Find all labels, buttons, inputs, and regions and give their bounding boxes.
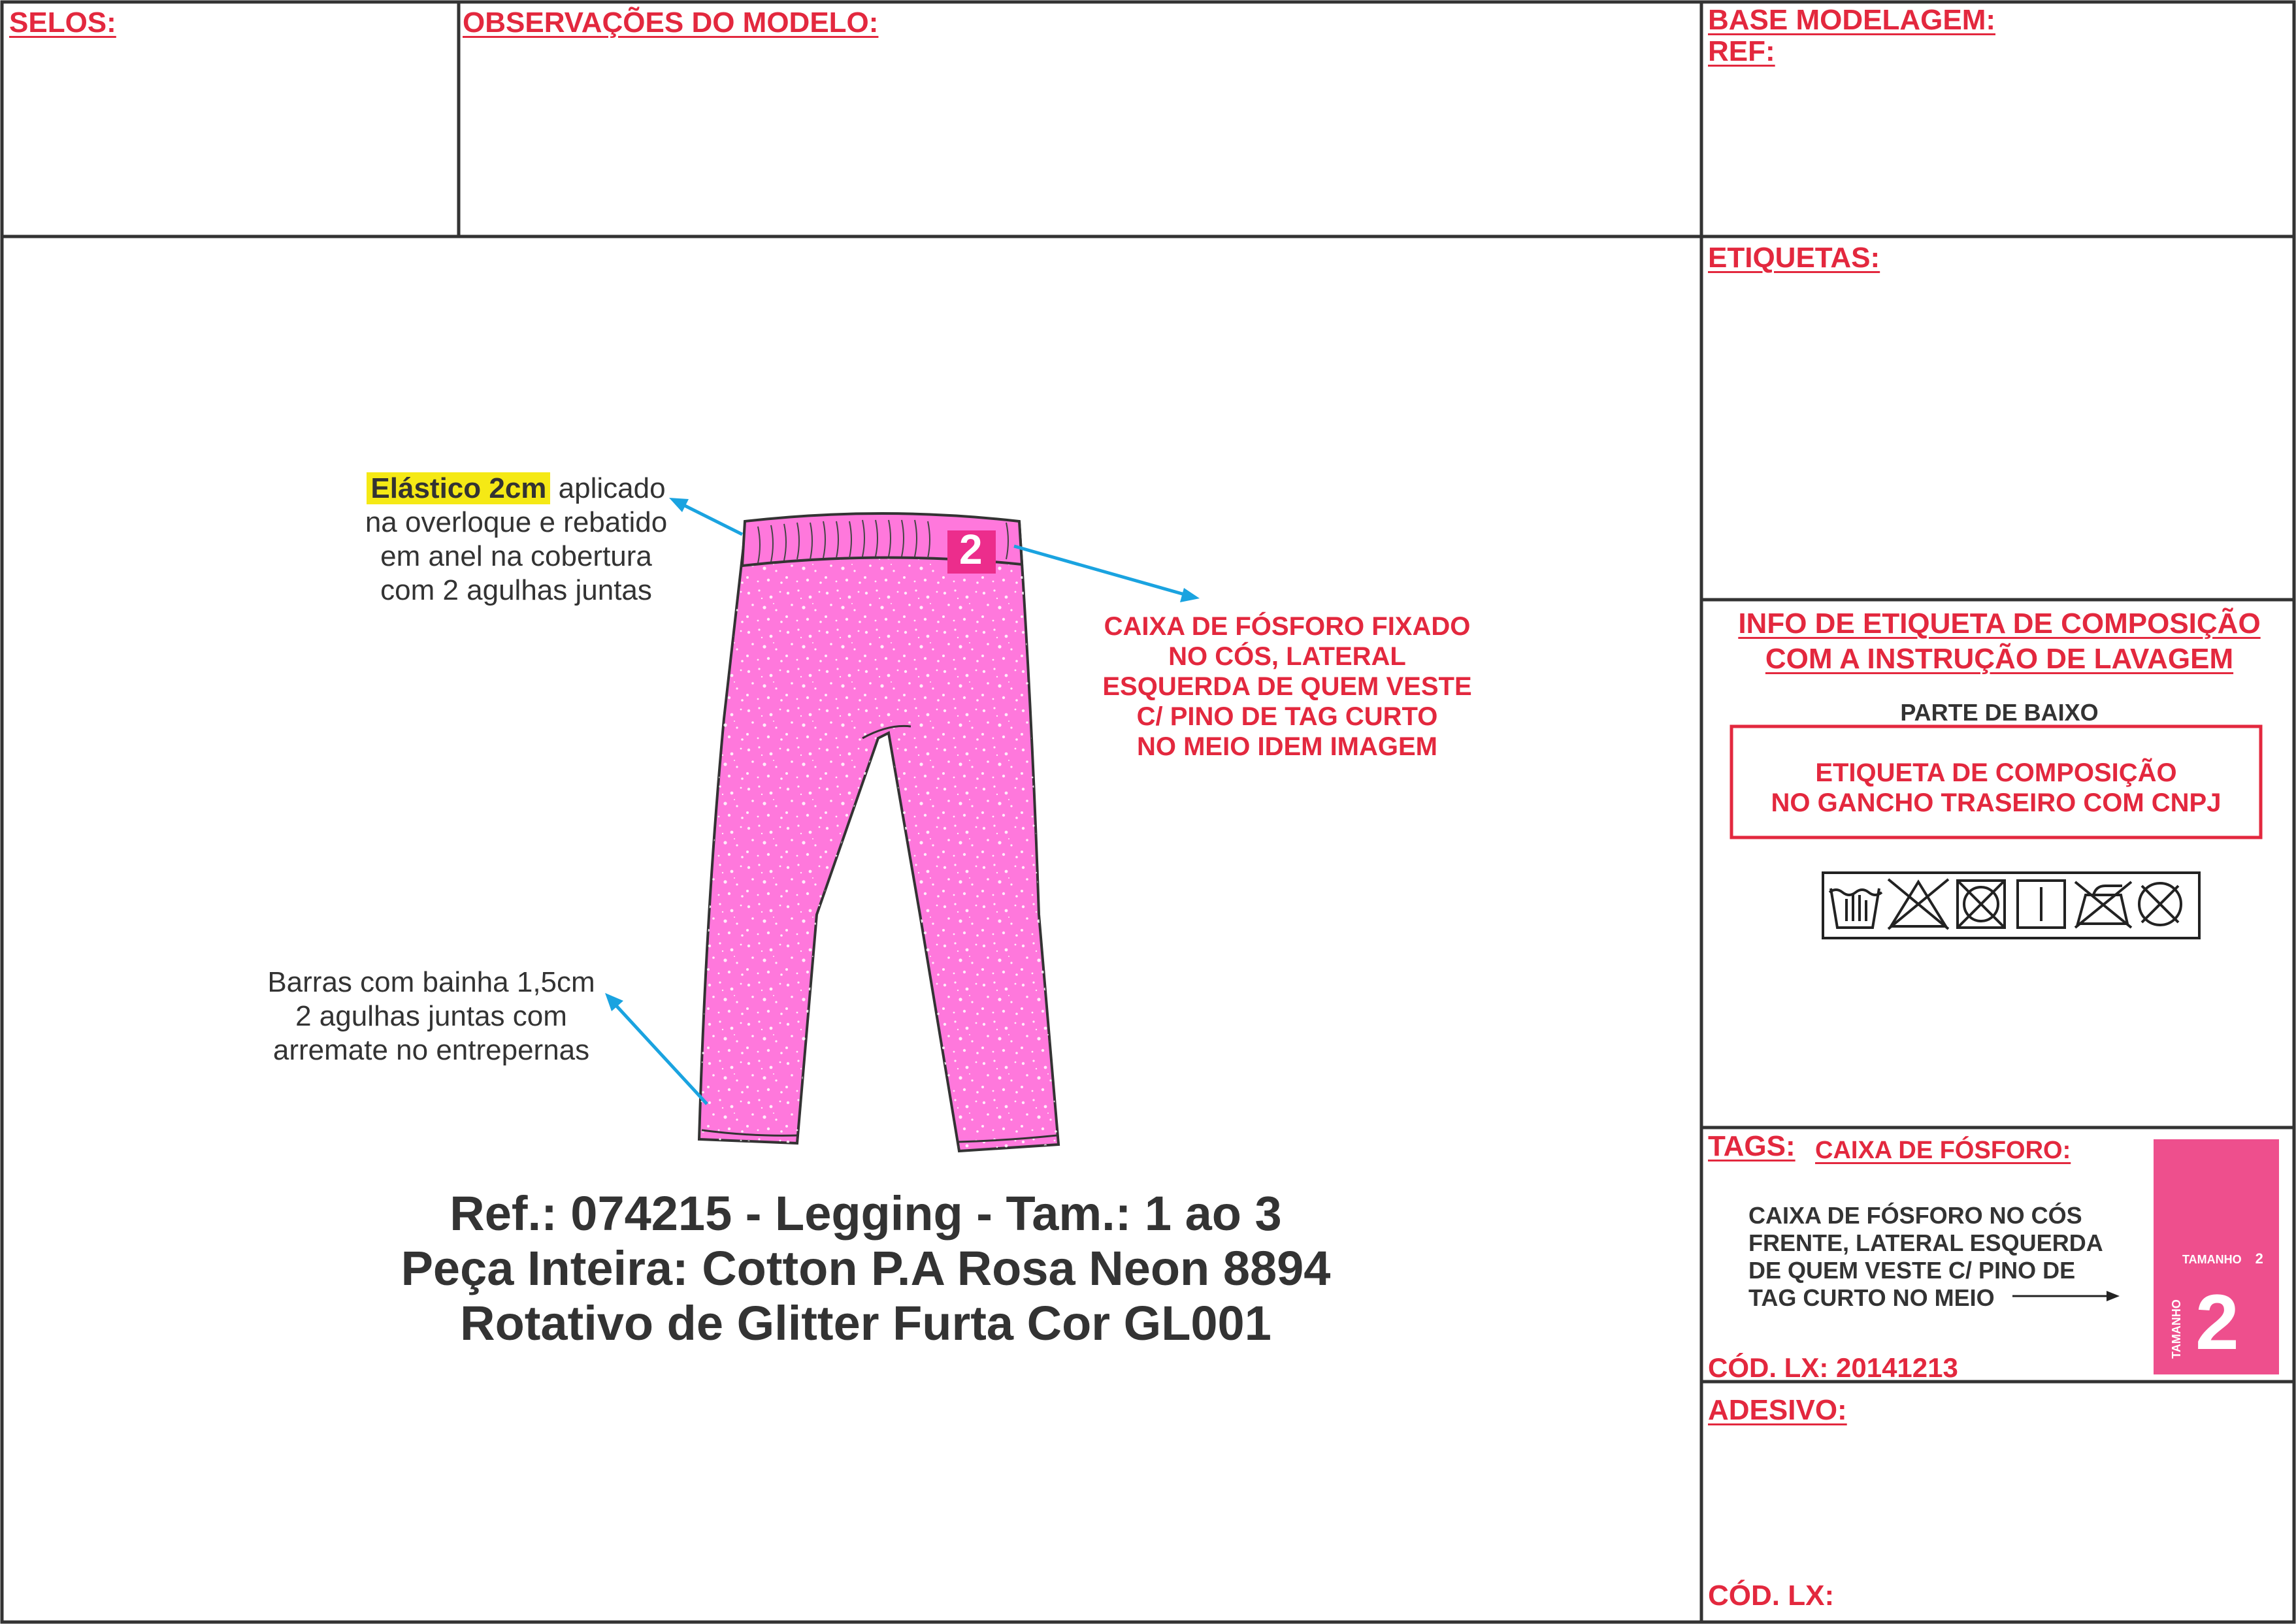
- caixa-fosforo-label: CAIXA DE FÓSFORO:: [1815, 1137, 2071, 1164]
- product-title-line-1: Ref.: 074215 - Legging - Tam.: 1 ao 3: [450, 1186, 1282, 1241]
- ref-label: REF:: [1708, 35, 1775, 67]
- barras-note-line-3: arremate no entrepernas: [272, 1034, 590, 1066]
- elastic-note-line-2: na overloque e rebatido: [365, 506, 668, 538]
- parte-de-baixo-label: PARTE DE BAIXO: [1900, 699, 2099, 726]
- product-title-line-2: Peça Inteira: Cotton P.A Rosa Neon 8894: [401, 1241, 1331, 1295]
- tag-card-size-small: 2: [2255, 1250, 2263, 1267]
- elastic-note-line-1: [353, 472, 680, 506]
- caixa-note-line-4: C/ PINO DE TAG CURTO: [1136, 702, 1438, 731]
- elastic-note-line-3: em anel na cobertura: [380, 540, 652, 572]
- barras-note-line-2: 2 agulhas juntas com: [295, 1000, 567, 1032]
- selos-label: SELOS:: [9, 7, 116, 39]
- cod-lx-tag: CÓD. LX: 20141213: [1708, 1352, 1958, 1383]
- tags-desc-line-4: TAG CURTO NO MEIO: [1748, 1284, 1995, 1311]
- info-etiqueta-title-1: INFO DE ETIQUETA DE COMPOSIÇÃO: [1738, 608, 2261, 640]
- product-title-line-3: Rotativo de Glitter Furta Cor GL001: [460, 1296, 1271, 1350]
- composition-label-line-2: NO GANCHO TRASEIRO COM CNPJ: [1771, 788, 2222, 817]
- info-etiqueta-title-2: COM A INSTRUÇÃO DE LAVAGEM: [1765, 643, 2234, 675]
- caixa-note-line-3: ESQUERDA DE QUEM VESTE: [1102, 672, 1472, 701]
- elastic-note-line-4: com 2 agulhas juntas: [380, 574, 652, 606]
- tags-desc-line-3: DE QUEM VESTE C/ PINO DE: [1748, 1257, 2076, 1284]
- caixa-note-line-2: NO CÓS, LATERAL: [1168, 642, 1406, 671]
- etiquetas-label: ETIQUETAS:: [1708, 242, 1880, 274]
- tag-card-size-big: 2: [2195, 1278, 2239, 1366]
- base-modelagem-label: BASE MODELAGEM:: [1708, 4, 1995, 36]
- tags-label: TAGS:: [1708, 1130, 1796, 1162]
- elastic-highlight: Elástico 2cm: [367, 472, 550, 504]
- caixa-note-line-5: NO MEIO IDEM IMAGEM: [1137, 732, 1437, 761]
- tag-card-vertical-label: TAMANHO: [2169, 1299, 2183, 1359]
- caixa-note-line-1: CAIXA DE FÓSFORO FIXADO: [1104, 612, 1471, 641]
- tags-desc-line-1: CAIXA DE FÓSFORO NO CÓS: [1748, 1202, 2082, 1229]
- observacoes-label: OBSERVAÇÕES DO MODELO:: [463, 7, 879, 39]
- tags-desc-line-2: FRENTE, LATERAL ESQUERDA: [1748, 1229, 2103, 1256]
- waist-tag-number: 2: [959, 526, 983, 573]
- elastic-line-1-rest: aplicado: [550, 472, 666, 504]
- adesivo-label: ADESIVO:: [1708, 1394, 1847, 1426]
- tag-card-size-text: TAMANHO: [2182, 1253, 2242, 1266]
- barras-note-line-1: Barras com bainha 1,5cm: [267, 966, 595, 998]
- cod-lx-bottom: CÓD. LX:: [1708, 1580, 1835, 1612]
- composition-label-line-1: ETIQUETA DE COMPOSIÇÃO: [1815, 758, 2177, 787]
